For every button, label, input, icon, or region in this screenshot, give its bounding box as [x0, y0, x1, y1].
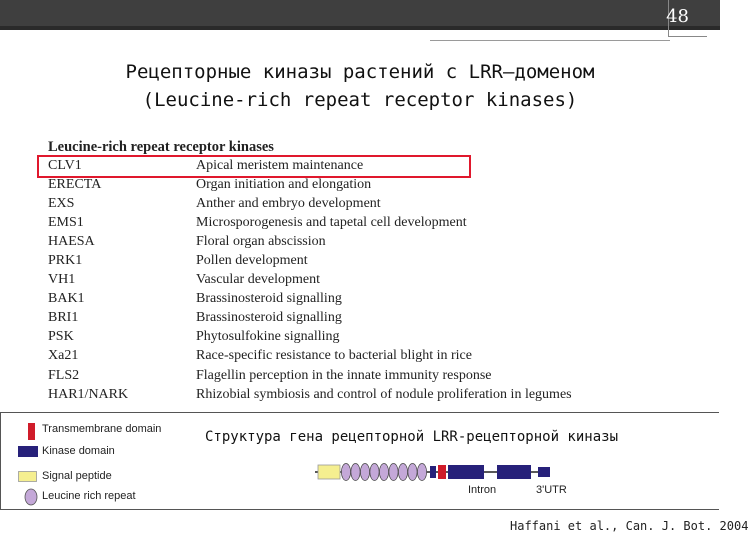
lrr-swatch — [24, 489, 38, 507]
gene-function: Rhizobial symbiosis and control of nodule proliferation in legumes — [196, 386, 572, 402]
kinase-block-2 — [497, 465, 531, 479]
lrr-repeat — [417, 464, 426, 481]
gene-function: Brassinosteroid signalling — [196, 291, 342, 307]
slide-title — [30, 58, 690, 114]
kinase-block-small — [430, 466, 436, 478]
gene-function: Flagellin perception in the innate immunity response — [196, 367, 492, 383]
page-number-box — [668, 0, 707, 37]
table-row — [48, 346, 668, 365]
clv1-highlight-box — [37, 155, 471, 178]
gene-function: Vascular development — [196, 272, 321, 288]
gene-function: Pollen development — [196, 253, 308, 269]
gene-function: Anther and embryo development — [196, 196, 381, 212]
title-line-1: Рецепторные киназы растений с LRR–доменом — [125, 61, 595, 83]
gene-function: Race-specific resistance to bacterial blight in rice — [196, 348, 472, 364]
gene-name: Xa21 — [48, 348, 79, 364]
table-rows — [48, 156, 668, 404]
gene-name: PRK1 — [48, 253, 83, 269]
signal-peptide-block — [318, 465, 340, 479]
table-row — [48, 213, 668, 232]
lrr-repeat — [408, 464, 417, 481]
gene-name: EMS1 — [48, 215, 84, 231]
gene-structure-graphic — [300, 452, 600, 488]
transmembrane-block — [438, 465, 446, 479]
gene-function: Organ initiation and elongation — [196, 177, 372, 193]
gene-name: HAESA — [48, 234, 95, 250]
legend-signal-peptide-label: Signal peptide — [42, 470, 112, 482]
table-row — [48, 232, 668, 251]
table-row — [48, 366, 668, 385]
transmembrane-swatch — [26, 423, 38, 441]
table-row — [48, 270, 668, 289]
table-row — [48, 308, 668, 327]
lrr-repeat — [379, 464, 388, 481]
legend-lrr-label: Leucine rich repeat — [42, 490, 136, 502]
gene-name: VH1 — [48, 272, 76, 288]
kinase-swatch — [18, 446, 38, 458]
kinase-block-1 — [448, 465, 484, 479]
lrr-repeat — [351, 464, 360, 481]
gene-name: CLV1 — [48, 158, 82, 173]
kinase-block-3 — [538, 467, 550, 477]
citation: Haffani et al., Can. J. Bot. 2004 — [510, 519, 748, 533]
page-number: 48 — [666, 6, 689, 27]
gene-function: Apical meristem maintenance — [196, 158, 364, 173]
lrr-repeat — [360, 464, 369, 481]
table-row — [48, 289, 668, 308]
top-bar-accent — [0, 26, 720, 30]
gene-name: PSK — [48, 329, 74, 345]
signal-peptide-swatch — [18, 471, 38, 483]
lrr-repeat — [398, 464, 407, 481]
gene-name: BAK1 — [48, 291, 85, 307]
gene-name: BRI1 — [48, 310, 79, 326]
gene-name: EXS — [48, 196, 75, 212]
legend-kinase-label: Kinase domain — [42, 445, 115, 457]
table-row — [48, 251, 668, 270]
table-row — [48, 327, 668, 346]
lrr-repeat — [389, 464, 398, 481]
table-row — [48, 385, 668, 404]
legend-transmembrane-label: Transmembrane domain — [42, 423, 162, 435]
gene-function: Microsporogenesis and tapetal cell development — [196, 215, 467, 231]
gene-name: FLS2 — [48, 367, 80, 383]
diagram-title: Структура гена рецепторной LRR-рецепторной киназы — [205, 429, 619, 445]
table-row — [48, 194, 668, 213]
title-line-2: (Leucine-rich repeat receptor kinases) — [142, 89, 578, 111]
decorative-line — [430, 40, 670, 41]
lrr-repeat — [341, 464, 350, 481]
gene-function: Phytosulfokine signalling — [196, 329, 340, 345]
lrr-repeat — [370, 464, 379, 481]
slide-top-bar — [0, 0, 720, 30]
intron-label: Intron — [468, 484, 497, 496]
gene-name: ERECTA — [48, 177, 102, 193]
gene-name: HAR1/NARK — [48, 386, 129, 402]
lrr-repeats — [341, 464, 426, 481]
gene-function: Floral organ abscission — [196, 234, 326, 250]
gene-function: Brassinosteroid signalling — [196, 310, 342, 326]
table-header: Leucine-rich repeat receptor kinases — [48, 139, 274, 155]
utr-label: 3'UTR — [536, 484, 567, 496]
